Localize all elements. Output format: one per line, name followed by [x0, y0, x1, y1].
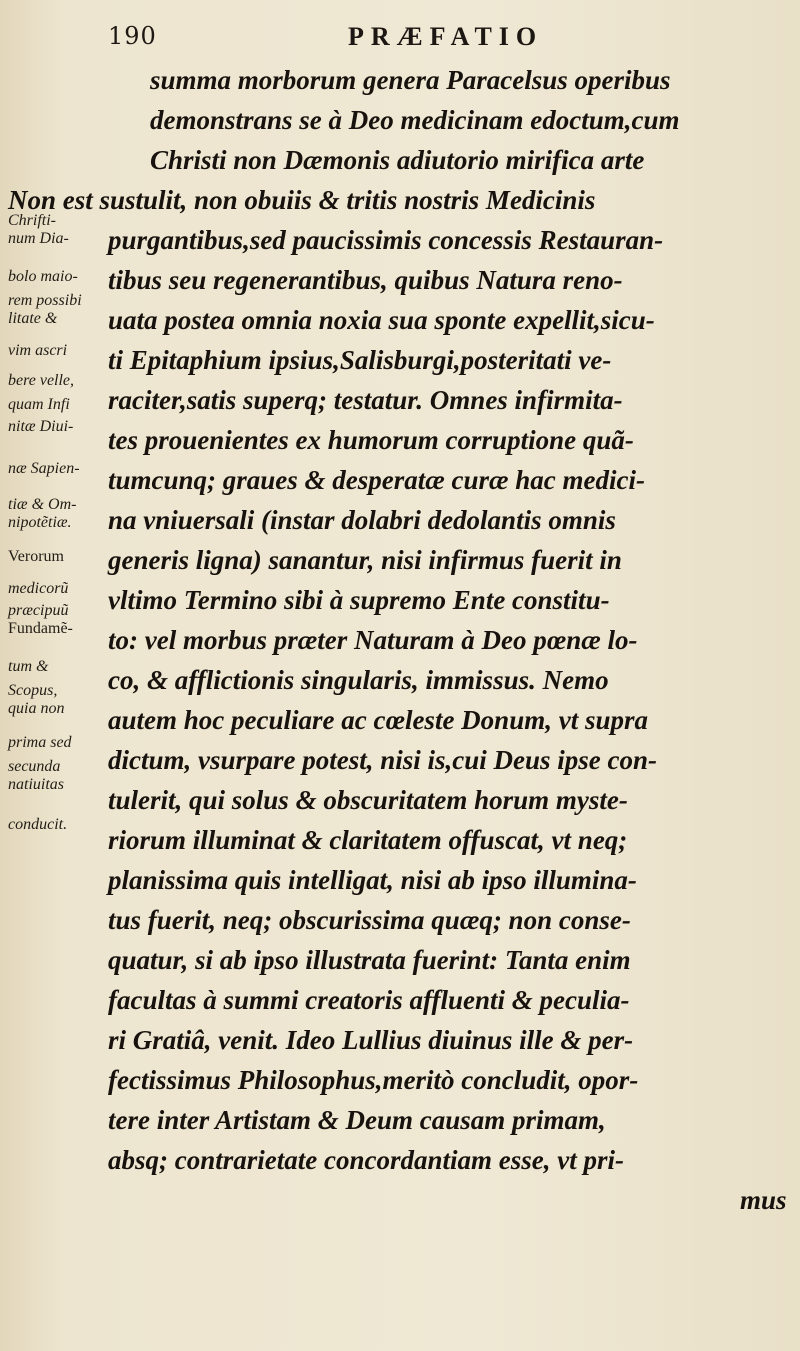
text-line: raciter,satis superq; testatur. Omnes infirmita-: [108, 385, 623, 415]
margin-note: næ Sapien-: [8, 460, 80, 477]
page-number: 190: [108, 22, 157, 50]
text-line: tes prouenientes ex humorum corruptione quã-: [108, 425, 634, 455]
text-line: tus fuerit, neq; obscurissima quæq; non conse-: [108, 905, 631, 935]
text-line: ti Epitaphium ipsius,Salisburgi,posteritati ve-: [108, 345, 612, 375]
margin-note: Scopus,: [8, 682, 58, 699]
catchword: mus: [740, 1185, 787, 1215]
text-line: purgantibus,sed paucissimis concessis Restauran-: [108, 225, 664, 255]
text-line: demonstrans se à Deo medicinam edoctum,cum: [150, 105, 680, 135]
text-line: Non est sustulit, non obuiis & tritis nostris Medicinis: [8, 185, 596, 215]
margin-note: natiuitas: [8, 776, 65, 793]
text-line: to: vel morbus præter Naturam à Deo pœnæ lo-: [108, 625, 638, 655]
text-line: tere inter Artistam & Deum causam primam,: [108, 1105, 606, 1135]
margin-note: Fundamẽ-: [8, 620, 73, 637]
text-line: dictum, vsurpare potest, nisi is,cui Deus ipse con-: [108, 745, 658, 775]
text-line: fectissimus Philosophus,meritò concludit, opor-: [108, 1065, 639, 1095]
running-title: PRÆFATIO: [348, 22, 544, 51]
text-line: quatur, si ab ipso illustrata fuerint: Tanta enim: [108, 945, 631, 975]
margin-note: tum &: [8, 658, 49, 675]
margin-note: litate &: [8, 310, 58, 327]
margin-note: bolo maio-: [8, 268, 78, 285]
text-line: tumcunq; graues & desperatæ curæ hac medici-: [108, 465, 645, 495]
margin-note: rem possibi: [8, 292, 82, 309]
text-line: autem hoc peculiare ac cœleste Donum, vt supra: [108, 705, 648, 735]
margin-note: Verorum: [8, 548, 64, 565]
text-line: facultas à summi creatoris affluenti & peculia-: [108, 985, 630, 1015]
text-line: riorum illuminat & claritatem offuscat, vt neq;: [108, 825, 628, 855]
text-line: absq; contrarietate concordantiam esse, vt pri-: [108, 1145, 624, 1175]
margin-note: bere velle,: [8, 372, 75, 389]
margin-note: quia non: [8, 700, 65, 717]
margin-note: vim ascri: [8, 342, 68, 359]
margin-note: medicorũ: [8, 580, 69, 597]
margin-note: nitæ Diui-: [8, 418, 74, 435]
text-line: na vniuersali (instar dolabri dedolantis omnis: [108, 505, 616, 535]
text-line: co, & afflictionis singularis, immissus. Nemo: [108, 665, 609, 695]
text-line: tibus seu regenerantibus, quibus Natura reno-: [108, 265, 623, 295]
margin-note: præcipuũ: [8, 602, 69, 619]
text-line: uata postea omnia noxia sua sponte expellit,sicu-: [108, 305, 655, 335]
margin-note: Chrifti-: [8, 212, 57, 229]
margin-note: num Dia-: [8, 230, 69, 247]
text-line: summa morborum genera Paracelsus operibus: [150, 65, 671, 95]
margin-note: conducit.: [8, 816, 68, 833]
text-line: generis ligna) sanantur, nisi infirmus fuerit in: [108, 545, 622, 575]
text-line: ri Gratiâ, venit. Ideo Lullius diuinus ille & per-: [108, 1025, 634, 1055]
margin-note: quam Infi: [8, 396, 70, 413]
margin-note: secunda: [8, 758, 61, 775]
margin-note: tiæ & Om-: [8, 496, 77, 513]
text-line: planissima quis intelligat, nisi ab ipso illumina-: [108, 865, 637, 895]
text-line: vltimo Termino sibi à supremo Ente constitu-: [108, 585, 610, 615]
margin-note: prima sed: [8, 734, 72, 751]
text-line: Christi non Dæmonis adiutorio mirifica arte: [150, 145, 645, 175]
margin-note: nipotẽtiæ.: [8, 514, 72, 531]
text-line: tulerit, qui solus & obscuritatem horum myste-: [108, 785, 628, 815]
